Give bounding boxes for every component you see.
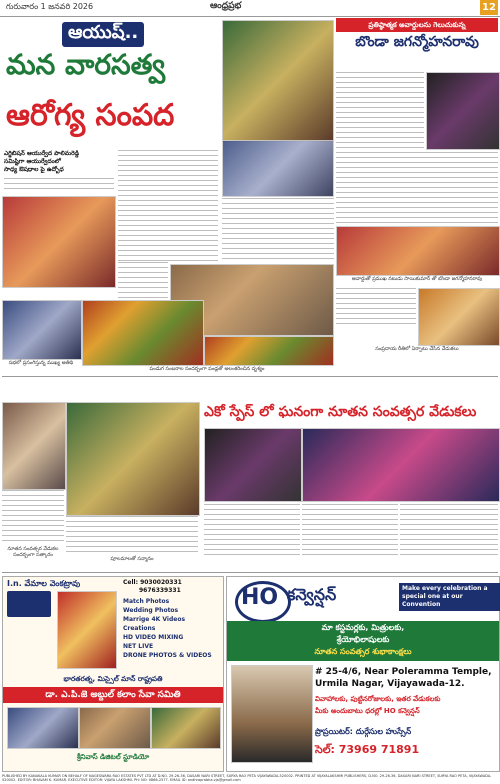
ad1-photo-c	[151, 707, 221, 749]
garland-text-1	[2, 490, 64, 544]
ayush-bullet-3: సాధ్య ఔషధాల పై ఉద్బోధ	[4, 166, 64, 173]
ad1-service-6: NET LIVE	[123, 643, 154, 650]
ad2-address1: # 25-4/6, Near Poleramma Temple,	[315, 667, 492, 677]
ad1-logo-icon	[7, 591, 51, 617]
ad1-services	[123, 597, 219, 660]
ayush-body-text-1	[4, 178, 114, 192]
ad2-tel-telugu1: వివాహాలకు, పుట్టినరోజులకు, ఇతర వేడుకలకు	[315, 695, 441, 703]
ayush-line2: మన వారసత్వ	[6, 48, 166, 81]
ad2-wish-band	[227, 621, 499, 661]
garland-text-2	[66, 516, 198, 556]
ad1-deity-photo	[57, 591, 117, 669]
ad2-tel-telugu2: మీకు అందుబాటు ధరల్లో HO కన్వెన్షన్	[315, 707, 420, 715]
fruit-decoration-photo-2	[204, 336, 334, 366]
garland-photo-2	[66, 402, 200, 516]
garland-photo-1	[2, 402, 66, 490]
speaker-photo	[2, 300, 82, 360]
bonda-title-top: ప్రతిష్ఠాత్మక అవార్డులను గెలుచుకున్న	[336, 18, 498, 32]
ad2-owner: ప్రొప్రయిటర్: దుర్గేసుల హుస్సేన్	[315, 727, 412, 736]
ayush-bullets	[4, 150, 116, 174]
header-date: గురువారం 1 జనవరి 2026	[6, 2, 94, 11]
ad2-address2: Urmila Nagar, Vijayawada-12.	[315, 679, 465, 689]
ayush-body-text-3	[222, 198, 334, 262]
speaker-caption: సభలో ప్రసంగిస్తున్న ముఖ్య అతిథి	[8, 360, 74, 366]
ad1-photo-b	[79, 707, 151, 749]
ad1-service-5: HD VIDEO MIXING	[123, 634, 184, 641]
bonda-title-block	[336, 18, 498, 70]
bonda-title-main: బొండా జగన్మోహనరావు	[355, 34, 479, 50]
bonda-seer-photo	[418, 288, 500, 346]
echo-dance-photo-1	[204, 428, 302, 502]
tirupati-caption: సంప్రదాయ రీతిలో ఏర్పాటు చేసిన వేడుకలు	[375, 346, 459, 352]
ayush-body-text-2	[118, 150, 218, 262]
bonda-body-text-3	[336, 288, 416, 328]
ad-divider	[2, 572, 498, 573]
garland-caption-2: పూలమాలతో సన్మానం	[110, 556, 154, 562]
ad1-brand: I.n. వేమాల వెంకట్రావు	[7, 579, 81, 588]
echo-title: ఎకో స్పేస్ లో ఘనంగా నూతన సంవత్సర వేడుకలు	[204, 404, 477, 420]
ayush-exhibition-photo	[222, 20, 334, 142]
ad1-footer: శ్రీనివాస్ డిజిటల్ స్టూడియో	[76, 753, 150, 761]
ad1-service-7: DRONE PHOTOS & VIDEOS	[123, 652, 212, 659]
ad1-service-4: Creations	[123, 625, 156, 632]
ayush-title: ఆయుష్..	[62, 22, 144, 47]
header-paper-name: ఆంధ్రప్రభ	[210, 1, 242, 11]
ad2-brand2: కన్వెన్షన్	[287, 585, 337, 604]
fruit-decoration-photo	[82, 300, 204, 366]
bonda-body-text-2	[336, 152, 498, 224]
ad1-phone1: Cell: 9030020331	[123, 579, 182, 586]
ad1-service-1: Match Photos	[123, 598, 170, 605]
ad2-brand: HO	[241, 585, 279, 610]
ad2-wish2: శ్రేయోభిలాషులకు	[336, 635, 390, 644]
ad1-phone2: 9676339331	[139, 587, 181, 594]
ayush-inauguration-photo	[2, 196, 116, 288]
echo-body-1	[204, 504, 300, 558]
fruit-caption: పండుగ సంబరాల సందర్భంగా పండ్లతో అలంకరించిన దృశ్యం	[149, 366, 265, 372]
echo-dance-photo-2	[302, 428, 500, 502]
echo-body-3	[400, 504, 498, 558]
ayush-stall-photo	[222, 140, 334, 197]
ad2-owner-photo	[231, 665, 313, 763]
ad2-cell: సెల్: 73969 71891	[315, 743, 420, 756]
ad1-service-2: Wedding Photos	[123, 607, 179, 614]
page-footer: PUBLISHED BY KANAKALA KUMAR ON BEHALF OF NAGESWARA RAO ESTATES PVT LTD AT D.NO. 29-26-36, DASARI NARI STREET, SURYA RAO PETA VIJAYAWADA-520002. PRINTED AT VIJAYALAKSHMI PUBLISHERS, D.NO. 29-26-36, DASARI NARI STREET, SURYA RAO PETA, VIJAYAWADA-520002. EDITOR: BHAVAM K. KUMAR. EXECUTIVE EDITOR: VIJAYA LAKSHMI. PH: NO: 0866-2577. EMAIL ID: andhraprabha.vja@gmail.com	[2, 774, 492, 782]
bonda-caption: అవార్డుతో ప్రముఖ నటుడు సాయికుమార్ తో బొండా జగన్మోహనరావు	[351, 276, 483, 282]
bonda-award-photo	[426, 72, 500, 150]
ad2-wish3: నూతన సంవత్సర శుభాకాంక్షలు	[314, 647, 412, 656]
ayush-line3: ఆరోగ్య సంపద	[6, 98, 175, 133]
bonda-body-text-1	[336, 72, 424, 148]
ad-studio	[2, 576, 224, 772]
page-header	[0, 0, 500, 17]
bonda-group-photo	[336, 226, 500, 276]
ayush-bullet-1: ఎగ్జిబిషన్ ఆయుర్వేద పాలిమరెడ్డి	[4, 150, 80, 157]
page-number: 12	[480, 0, 498, 15]
ad1-band1: భారతరత్న, మిస్సైల్ మాన్ రాష్ట్రపతి	[63, 675, 163, 683]
ad1-band2: డా. ఎ.పి.జె అబ్దుల్ కలాం సేవా సమితి	[3, 687, 223, 703]
echo-body-2	[302, 504, 398, 558]
ad1-photo-a	[7, 707, 79, 749]
ad-convention	[226, 576, 500, 772]
section-divider	[2, 376, 498, 377]
ayush-bullet-2: సమిష్టిగా ఆయుర్వేదంలో	[4, 158, 61, 165]
ad2-tag: Make every celebration a special one at our Convention	[399, 583, 500, 611]
ad1-service-3: Marrige 4K Videos	[123, 616, 186, 623]
ayush-title-block	[2, 20, 220, 148]
garland-caption-1: నూతన సంవత్సర వేడుకల సందర్భంగా సత్కారం	[7, 546, 59, 558]
ad2-wish1: మా కస్టమర్లకు, మిత్రులకు,	[321, 623, 405, 632]
